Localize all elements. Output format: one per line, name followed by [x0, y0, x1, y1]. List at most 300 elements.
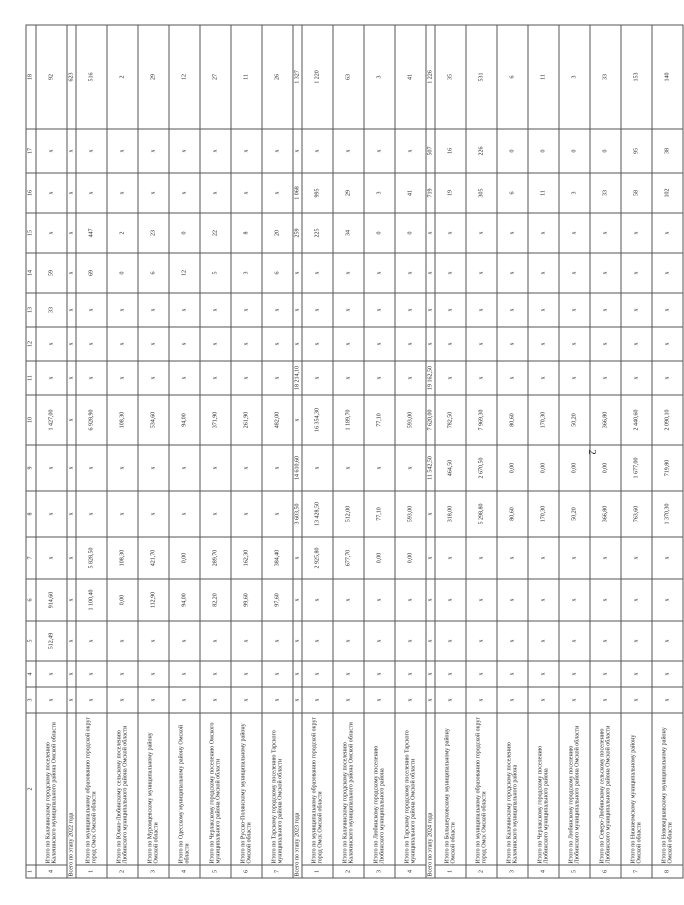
table-cell: 1 677,00 [621, 445, 652, 491]
table-cell: x [231, 361, 262, 395]
table-cell: 29 [138, 25, 169, 129]
table-cell: x [559, 213, 590, 253]
table-cell: 140 [652, 25, 683, 129]
table-cell: x [497, 213, 528, 253]
table-cell: x [395, 129, 426, 173]
row-number: 7 [621, 865, 652, 878]
table-cell: x [333, 687, 364, 713]
table-row [200, 25, 231, 878]
summary-cell: 7 620,00 [426, 395, 435, 445]
table-cell: x [76, 293, 107, 327]
summary-cell: x [293, 579, 302, 621]
summary-cell: x [67, 687, 76, 713]
table-cell: x [138, 173, 169, 213]
table-cell: x [559, 327, 590, 361]
table-cell: 23 [138, 213, 169, 253]
table-cell: 27 [200, 25, 231, 129]
table-cell: 29 [333, 173, 364, 213]
table-cell: x [395, 687, 426, 713]
summary-cell: 1 226 [426, 25, 435, 129]
table-cell: 5 298,80 [466, 491, 497, 537]
table-cell: x [435, 537, 466, 579]
table-cell: 226 [466, 129, 497, 173]
rotated-table-page [26, 26, 674, 879]
column-number: 14 [26, 253, 36, 293]
column-number: 13 [26, 293, 36, 327]
table-cell: 6 [138, 253, 169, 293]
table-cell: x [262, 491, 293, 537]
row-number: 1 [435, 865, 466, 878]
table-cell: x [36, 213, 67, 253]
table-row [333, 25, 364, 878]
table-cell: x [590, 361, 621, 395]
municipality-name: Итого по Одесскому муниципальному району Омской области [169, 713, 200, 865]
table-cell: 0 [364, 213, 395, 253]
table-cell: x [333, 579, 364, 621]
summary-cell: x [426, 327, 435, 361]
table-cell: 77,10 [364, 491, 395, 537]
table-cell: 366,80 [590, 395, 621, 445]
table-cell: x [528, 361, 559, 395]
table-cell: 0,00 [169, 537, 200, 579]
table-cell: x [621, 327, 652, 361]
table-cell: 41 [395, 173, 426, 213]
table-cell: 8 [231, 213, 262, 253]
column-number: 15 [26, 213, 36, 253]
table-cell: 80,60 [497, 395, 528, 445]
row-number: 4 [169, 865, 200, 878]
table-cell: x [302, 293, 333, 327]
summary-cell: 11 542,50 [426, 445, 435, 491]
table-cell: x [528, 687, 559, 713]
municipality-name: Итого по Любинскому городскому поселению Любинского муниципального района Омской области [559, 713, 590, 865]
table-cell: 82,20 [200, 579, 231, 621]
table-cell: x [333, 327, 364, 361]
table-cell: 0,00 [497, 445, 528, 491]
municipality-name: Итого по Калачинскому городскому поселению Калачинского муниципального района Омской области [36, 713, 67, 865]
municipality-name: Итого по Тарскому городскому поселению Тарского муниципального района Омской области [395, 713, 426, 865]
row-number: 5 [200, 865, 231, 878]
table-cell: x [107, 293, 138, 327]
table-cell: x [302, 129, 333, 173]
table-cell: x [528, 621, 559, 661]
summary-cell: x [67, 661, 76, 687]
summary-cell: x [67, 361, 76, 395]
table-cell: x [559, 579, 590, 621]
table-cell: x [590, 661, 621, 687]
table-cell: x [528, 537, 559, 579]
table-cell: 763,60 [621, 491, 652, 537]
table-cell: x [364, 445, 395, 491]
summary-cell: x [67, 491, 76, 537]
table-cell: 384,40 [262, 537, 293, 579]
table-body [26, 25, 683, 878]
table-cell: x [621, 361, 652, 395]
table-cell: 77,10 [364, 395, 395, 445]
table-cell: 99,60 [231, 579, 262, 621]
table-cell: x [200, 445, 231, 491]
table-cell: x [590, 213, 621, 253]
table-cell: x [497, 621, 528, 661]
table-cell: 516 [76, 25, 107, 129]
municipality-name: Итого по муниципальному образованию городской округ город Омск Омской области [76, 713, 107, 865]
row-number: 2 [466, 865, 497, 878]
table-cell: 108,30 [107, 537, 138, 579]
table-cell: 3 [364, 173, 395, 213]
row-number: 5 [559, 865, 590, 878]
table-cell: 6 [262, 253, 293, 293]
table-cell: x [200, 621, 231, 661]
table-cell: x [364, 293, 395, 327]
stage-summary-label: Всего по этапу 2022 года [67, 713, 76, 878]
table-cell: x [138, 129, 169, 173]
summary-cell: x [293, 293, 302, 327]
table-cell: x [262, 445, 293, 491]
table-cell: x [395, 293, 426, 327]
table-cell: x [435, 621, 466, 661]
table-cell: 1 189,70 [333, 395, 364, 445]
summary-cell: x [67, 213, 76, 253]
table-cell: 593,00 [395, 395, 426, 445]
table-cell: x [333, 445, 364, 491]
summary-cell: x [67, 327, 76, 361]
table-cell: 2 [107, 25, 138, 129]
table-cell: x [466, 293, 497, 327]
table-cell: x [169, 621, 200, 661]
table-cell: x [395, 661, 426, 687]
municipality-name: Итого по Черлакскому городскому поселению Омского муниципального района Омской области [200, 713, 231, 865]
table-cell: x [231, 445, 262, 491]
table-cell: x [107, 361, 138, 395]
row-number: 2 [107, 865, 138, 878]
table-cell: x [528, 253, 559, 293]
column-number: 17 [26, 129, 36, 173]
table-cell: 2 090,10 [652, 395, 683, 445]
table-cell: 421,70 [138, 537, 169, 579]
table-cell: 108,30 [107, 395, 138, 445]
stage-summary-row [67, 25, 76, 878]
table-cell: x [169, 293, 200, 327]
table-cell: 7 969,30 [466, 395, 497, 445]
table-row [231, 25, 262, 878]
column-number: 11 [26, 361, 36, 395]
table-cell: 11 [231, 25, 262, 129]
table-cell: x [652, 361, 683, 395]
table-cell: x [395, 621, 426, 661]
table-cell: 170,30 [528, 395, 559, 445]
row-number: 3 [497, 865, 528, 878]
table-cell: x [200, 327, 231, 361]
table-cell: x [138, 445, 169, 491]
table-cell: 0,00 [364, 537, 395, 579]
table-cell: x [621, 579, 652, 621]
summary-cell: x [293, 537, 302, 579]
row-number: 3 [138, 865, 169, 878]
summary-cell: x [293, 621, 302, 661]
table-cell: x [231, 327, 262, 361]
table-cell: x [528, 661, 559, 687]
summary-cell: x [426, 253, 435, 293]
table-cell: 512,00 [333, 491, 364, 537]
table-cell: 92 [36, 25, 67, 129]
table-cell: x [107, 173, 138, 213]
table-row [652, 25, 683, 878]
table-cell: x [36, 445, 67, 491]
table-cell: x [621, 213, 652, 253]
summary-cell: x [67, 395, 76, 445]
summary-cell: 1 327 [293, 25, 302, 129]
table-row [364, 25, 395, 878]
summary-cell: 3 603,50 [293, 491, 302, 537]
table-cell: x [107, 491, 138, 537]
table-cell: x [559, 537, 590, 579]
table-cell: x [466, 253, 497, 293]
table-cell: 34 [333, 213, 364, 253]
column-number: 16 [26, 173, 36, 213]
table-cell: 33 [590, 173, 621, 213]
table-cell: 5 [200, 253, 231, 293]
table-cell: x [652, 661, 683, 687]
table-cell: x [364, 361, 395, 395]
table-cell: x [652, 213, 683, 253]
table-cell: 33 [36, 293, 67, 327]
table-cell: x [466, 361, 497, 395]
table-cell: x [302, 327, 333, 361]
table-cell: 58 [621, 173, 652, 213]
table-row [497, 25, 528, 878]
table-cell: x [590, 537, 621, 579]
table-cell: x [435, 253, 466, 293]
summary-cell: x [67, 293, 76, 327]
table-cell: 6 [497, 173, 528, 213]
table-cell: 63 [333, 25, 364, 129]
table-cell: x [652, 537, 683, 579]
table-cell: 0,00 [559, 445, 590, 491]
table-row [590, 25, 621, 878]
table-cell: x [262, 173, 293, 213]
table-cell: x [590, 327, 621, 361]
table-cell: x [364, 579, 395, 621]
summary-cell: 1 068 [293, 173, 302, 213]
summary-cell: x [67, 129, 76, 173]
table-cell: x [497, 361, 528, 395]
table-cell: x [76, 687, 107, 713]
table-cell: x [333, 661, 364, 687]
table-cell: 102 [652, 173, 683, 213]
summary-cell: x [426, 661, 435, 687]
table-cell: x [559, 621, 590, 661]
table-cell: x [302, 661, 333, 687]
table-cell: x [364, 253, 395, 293]
summary-cell: 507 [426, 129, 435, 173]
summary-cell: x [67, 253, 76, 293]
table-cell: x [395, 327, 426, 361]
table-cell: x [36, 327, 67, 361]
table-cell: x [169, 445, 200, 491]
row-number: 1 [76, 865, 107, 878]
table-cell: 0 [528, 129, 559, 173]
table-cell: x [138, 361, 169, 395]
row-number: 4 [395, 865, 426, 878]
table-cell: x [590, 253, 621, 293]
municipality-name: Итого по Русско-Полянскому муниципальному району Омской области [231, 713, 262, 865]
summary-cell: x [426, 537, 435, 579]
table-cell: 35 [435, 25, 466, 129]
table-cell: 0 [590, 129, 621, 173]
municipality-name: Итого по Северо-Любинскому сельскому поселению Любинского муниципального района Омской области [590, 713, 621, 865]
table-cell: x [590, 293, 621, 327]
table-cell: x [435, 213, 466, 253]
table-cell: x [466, 579, 497, 621]
table-cell: 11 [528, 173, 559, 213]
table-cell: 97,60 [262, 579, 293, 621]
summary-cell: x [293, 327, 302, 361]
table-cell: x [302, 361, 333, 395]
municipality-name: Итого по Черлакскому городскому поселению Любинского муниципального района [528, 713, 559, 865]
summary-cell: 19 162,50 [426, 361, 435, 395]
table-cell: 12 [169, 25, 200, 129]
table-cell: 41 [395, 25, 426, 129]
table-cell: x [302, 687, 333, 713]
table-cell: x [200, 361, 231, 395]
table-cell: x [262, 661, 293, 687]
table-cell: x [107, 327, 138, 361]
table-cell: 593,00 [395, 491, 426, 537]
table-cell: 447 [76, 213, 107, 253]
table-cell: 112,90 [138, 579, 169, 621]
table-cell: x [169, 661, 200, 687]
table-row [395, 25, 426, 878]
table-cell: x [107, 621, 138, 661]
summary-cell: x [293, 253, 302, 293]
table-cell: x [138, 293, 169, 327]
municipality-name: Итого по Тарскому городскому поселению Тарского муниципального района Омской области [262, 713, 293, 865]
table-cell: x [590, 579, 621, 621]
municipality-name: Итого по Большеуковскому муниципальному району Омской области [435, 713, 466, 865]
stage-summary-label: Всего по этапу 2023 года [293, 713, 302, 878]
table-cell: x [497, 253, 528, 293]
table-cell: x [36, 173, 67, 213]
stage-summary-row [426, 25, 435, 878]
table-cell: x [652, 253, 683, 293]
table-cell: 0 [497, 129, 528, 173]
column-number: 10 [26, 395, 36, 445]
table-cell: x [200, 491, 231, 537]
row-number: 2 [333, 865, 364, 878]
column-number: 9 [26, 445, 36, 491]
table-cell: 464,50 [435, 445, 466, 491]
table-cell: x [138, 621, 169, 661]
table-cell: x [528, 213, 559, 253]
table-cell: 1 100,40 [76, 579, 107, 621]
table-cell: x [559, 661, 590, 687]
table-cell: 6 [497, 25, 528, 129]
table-cell: 170,30 [528, 491, 559, 537]
table-cell: 1 370,30 [652, 491, 683, 537]
table-cell: 914,60 [36, 579, 67, 621]
table-cell: x [231, 661, 262, 687]
table-cell: x [435, 687, 466, 713]
table-cell: x [333, 253, 364, 293]
stage-summary-label: Всего по этапу 2024 года [426, 713, 435, 878]
summary-cell: x [67, 579, 76, 621]
table-cell: x [333, 621, 364, 661]
row-number: 8 [652, 865, 683, 878]
table-cell: x [466, 537, 497, 579]
summary-cell: x [67, 621, 76, 661]
table-cell: 3 [231, 253, 262, 293]
table-cell: x [652, 327, 683, 361]
table-cell: x [302, 621, 333, 661]
table-row [302, 25, 333, 878]
table-cell: x [107, 129, 138, 173]
table-cell: 3 [559, 25, 590, 129]
table-cell: x [652, 687, 683, 713]
summary-cell: 18 214,10 [293, 361, 302, 395]
table-cell: x [466, 213, 497, 253]
table-cell: x [76, 445, 107, 491]
table-cell: x [262, 129, 293, 173]
table-row [169, 25, 200, 878]
table-cell: x [169, 687, 200, 713]
table-cell: 534,60 [138, 395, 169, 445]
table-cell: 50,20 [559, 491, 590, 537]
column-number: 1 [26, 865, 36, 878]
table-cell: 22 [200, 213, 231, 253]
row-number: 1 [302, 865, 333, 878]
table-cell: x [169, 327, 200, 361]
table-cell: 0,00 [395, 537, 426, 579]
table-cell: x [559, 253, 590, 293]
table-cell: x [76, 327, 107, 361]
table-cell: x [36, 361, 67, 395]
column-number-row [26, 25, 36, 878]
table-cell: x [528, 579, 559, 621]
summary-cell: 14 610,60 [293, 445, 302, 491]
table-cell: x [76, 661, 107, 687]
table-row [138, 25, 169, 878]
table-cell: 261,90 [231, 395, 262, 445]
table-cell: 153 [621, 25, 652, 129]
table-cell: 20 [262, 213, 293, 253]
table-cell: x [528, 327, 559, 361]
table-cell: x [559, 687, 590, 713]
table-cell: x [435, 361, 466, 395]
table-cell: 512,49 [36, 621, 67, 661]
table-cell: 3 [364, 25, 395, 129]
table-cell: x [76, 129, 107, 173]
table-cell: x [262, 621, 293, 661]
table-cell: x [36, 661, 67, 687]
row-number: 4 [528, 865, 559, 878]
table-cell: 3 [559, 173, 590, 213]
table-cell: 80,60 [497, 491, 528, 537]
municipality-name: Итого по Любинскому городскому поселению Любинского муниципального района [364, 713, 395, 865]
summary-cell: 623 [67, 25, 76, 129]
stage-summary-row [293, 25, 302, 878]
table-cell: 6 928,90 [76, 395, 107, 445]
table-cell: x [466, 621, 497, 661]
table-cell: x [395, 445, 426, 491]
table-cell: x [621, 293, 652, 327]
table-cell: 0 [169, 213, 200, 253]
table-cell: 305 [466, 173, 497, 213]
row-number: 7 [262, 865, 293, 878]
table-cell: x [200, 293, 231, 327]
table-cell: 38 [652, 129, 683, 173]
table-cell: x [169, 491, 200, 537]
table-cell: x [231, 621, 262, 661]
